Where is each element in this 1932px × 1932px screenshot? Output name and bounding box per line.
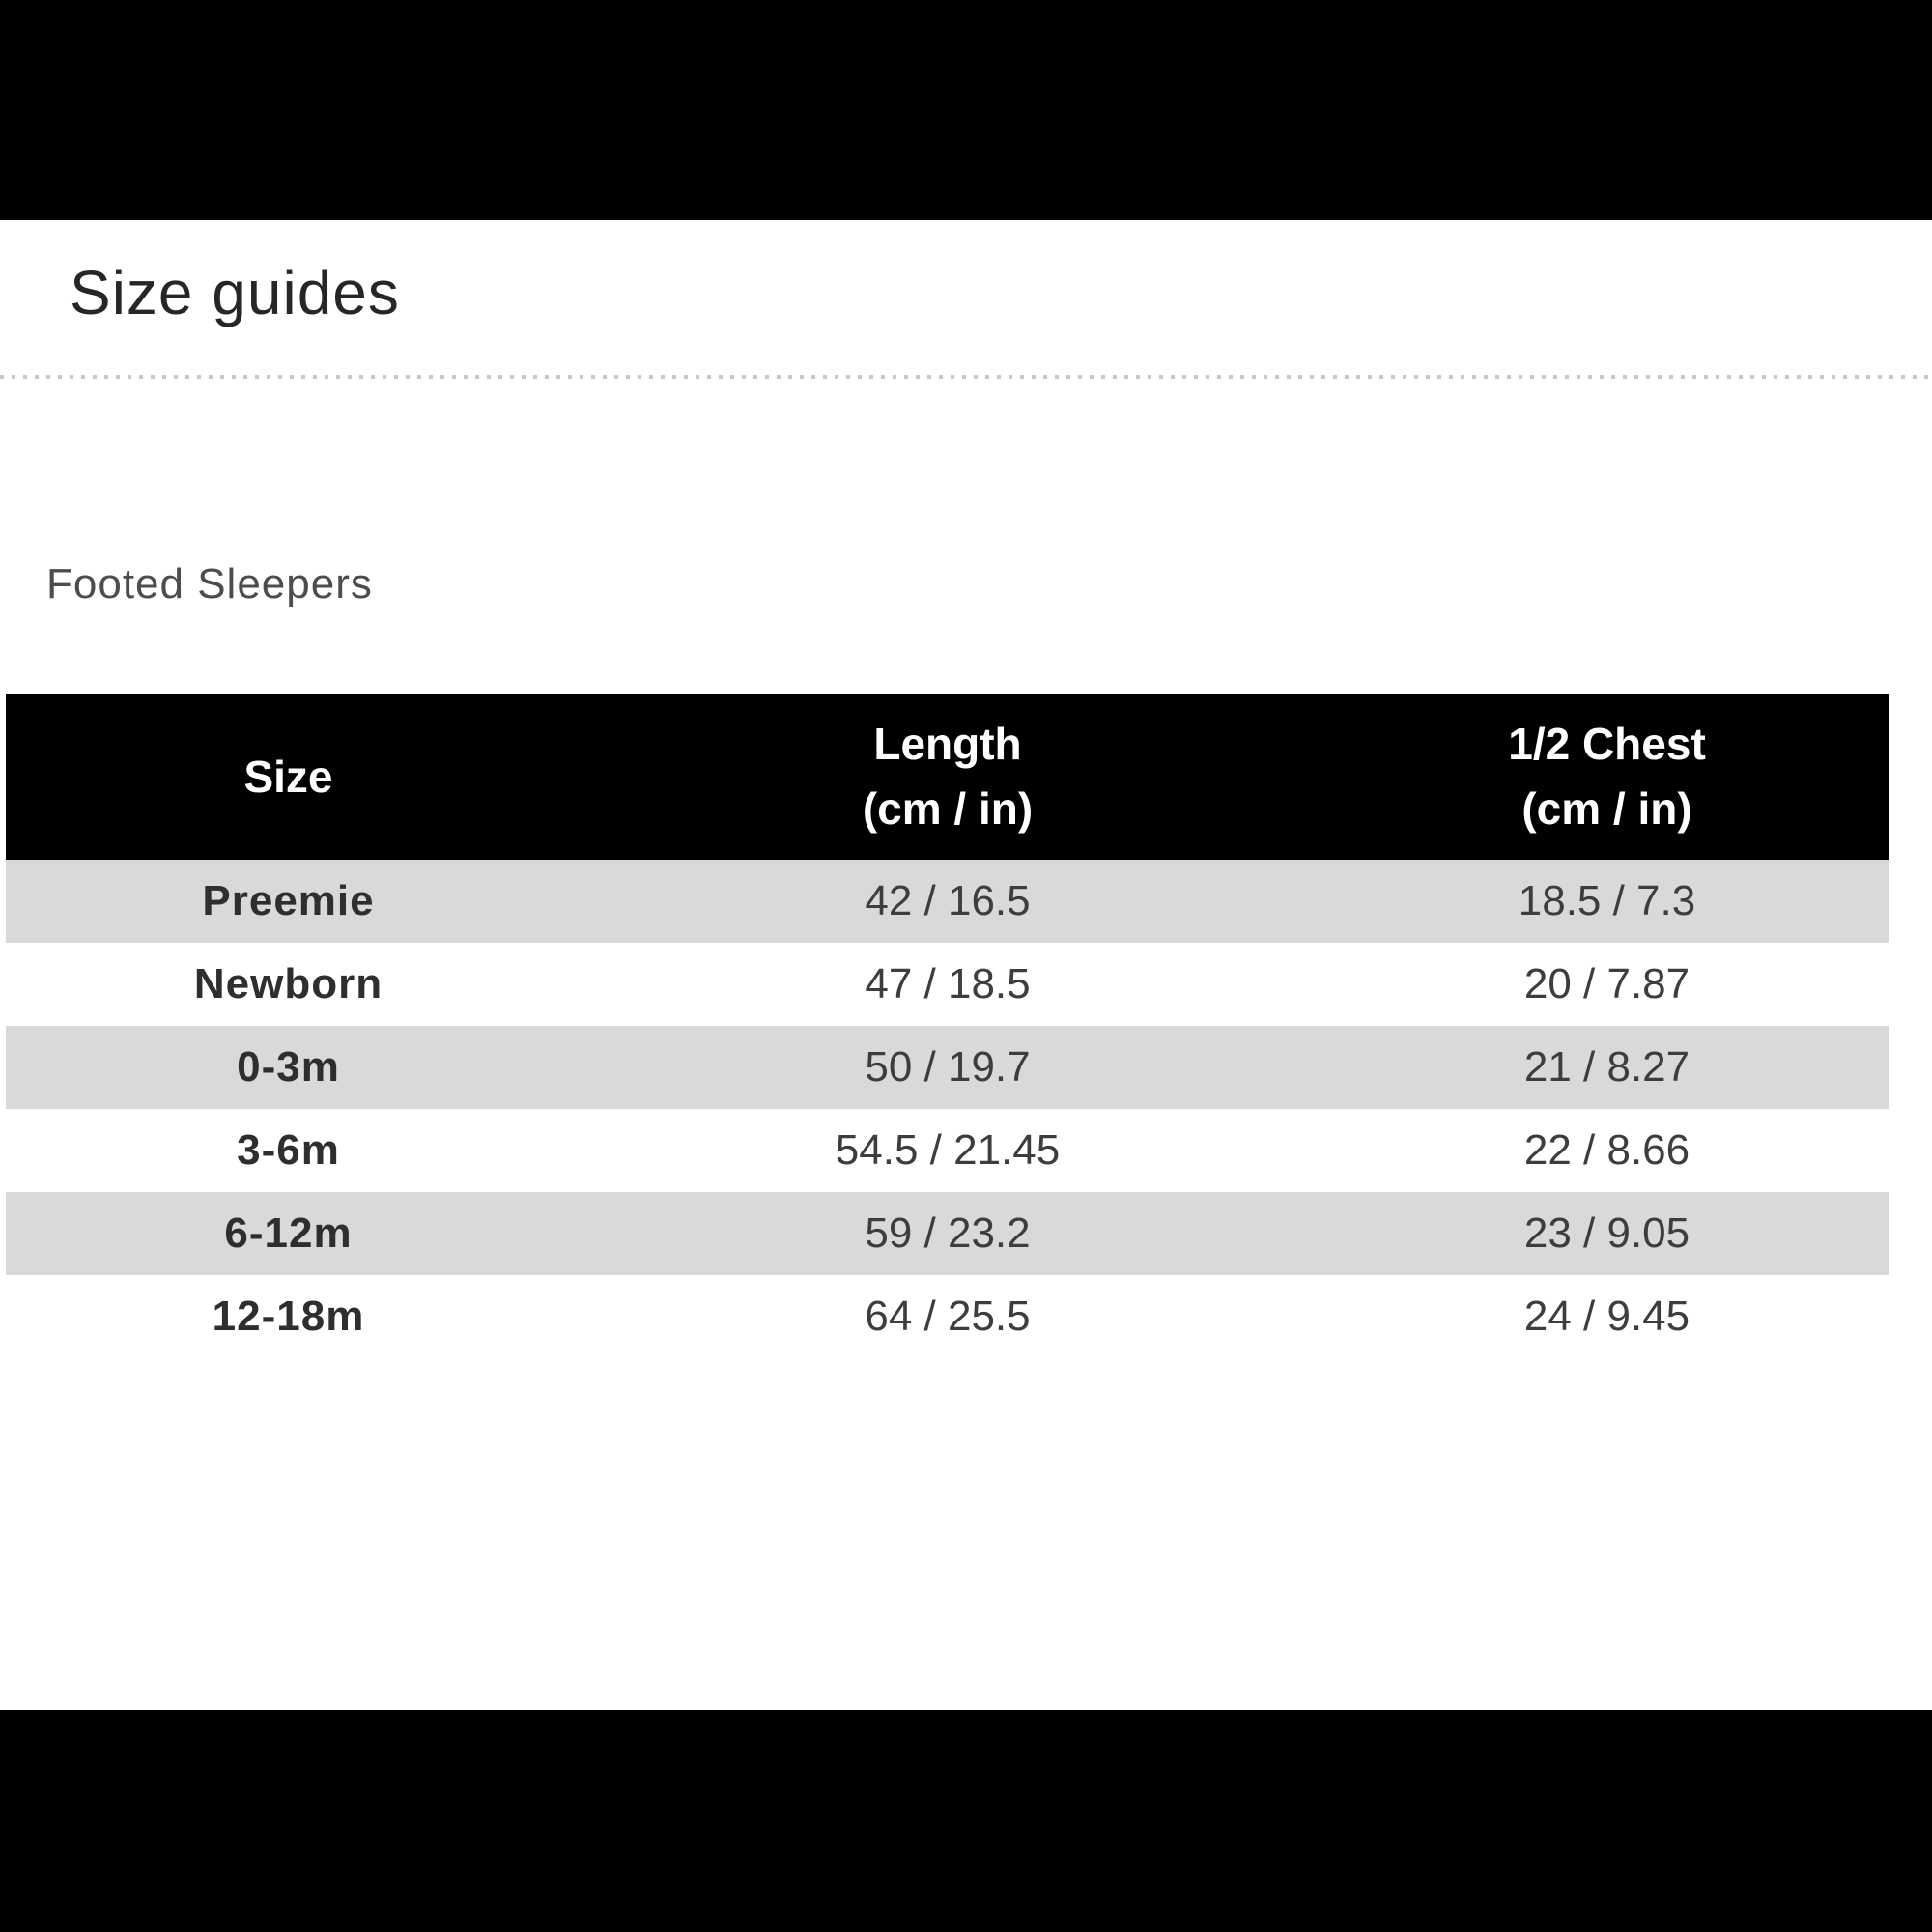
size-cell: Newborn [193,960,384,1008]
column-header-label: 1/2 Chest [1508,719,1706,770]
length-cell: 59 / 23.2 [865,1209,1031,1257]
length-cell: 47 / 18.5 [865,960,1031,1008]
column-header-sublabel: (cm / in) [862,783,1034,834]
column-header-sublabel: (cm / in) [1521,783,1692,834]
column-header-size [6,745,571,810]
table-row [6,1109,1889,1192]
chest-cell: 21 / 8.27 [1523,1043,1690,1091]
dotted-divider [0,375,1932,379]
chest-cell: 24 / 9.45 [1523,1293,1690,1340]
table-row [6,943,1889,1026]
size-cell: 0-3m [237,1043,340,1091]
size-guide-table [6,694,1889,1358]
size-cell: 3-6m [237,1126,340,1174]
size-cell: Preemie [202,877,375,924]
chest-cell: 20 / 7.87 [1523,960,1690,1008]
length-cell: 54.5 / 21.45 [835,1126,1061,1174]
size-cell: 6-12m [224,1209,353,1257]
table-header-row [6,694,1889,860]
page-title: Size guides [70,258,400,327]
column-header-label: Size [243,751,333,802]
table-row [6,1026,1889,1109]
section-label: Footed Sleepers [46,560,373,608]
chest-cell: 22 / 8.66 [1523,1126,1690,1174]
column-header-label: Length [873,719,1022,770]
top-letterbox [0,0,1932,220]
length-cell: 50 / 19.7 [865,1043,1031,1091]
column-header-length [571,712,1324,840]
table-row [6,1192,1889,1275]
bottom-letterbox [0,1710,1932,1932]
size-cell: 12-18m [212,1293,365,1340]
chest-cell: 23 / 9.05 [1523,1209,1690,1257]
table-body [6,860,1889,1358]
chest-cell: 18.5 / 7.3 [1518,877,1696,924]
table-row [6,860,1889,943]
column-header-half-chest [1324,712,1889,840]
table-row [6,1275,1889,1358]
size-guide-panel [0,220,1932,1710]
length-cell: 64 / 25.5 [865,1293,1031,1340]
length-cell: 42 / 16.5 [865,877,1031,924]
